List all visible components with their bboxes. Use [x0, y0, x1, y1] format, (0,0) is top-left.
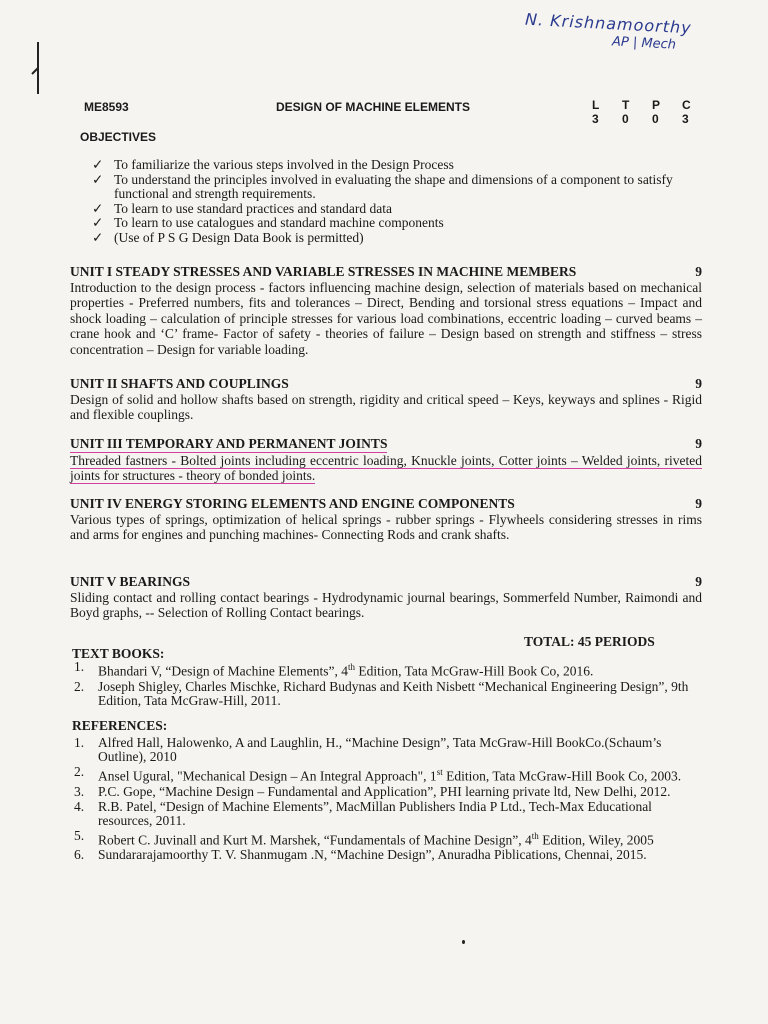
unit-hours: 9 — [695, 436, 702, 451]
ltpc-value: 0 — [622, 112, 629, 126]
textbook-item: 2. Joseph Shigley, Charles Mischke, Richard Budynas and Keith Nisbett “Mechanical Engineering Design”, 9th Edition, Tata McGraw-Hill, 2011. — [74, 678, 689, 708]
checkmark-icon: ✓ — [92, 171, 104, 187]
total-periods: TOTAL: 45 PERIODS — [524, 634, 655, 649]
unit-3 — [70, 436, 702, 484]
ltpc-value: 3 — [592, 112, 599, 126]
course-code: ME8593 — [84, 100, 129, 114]
ltpc-label: L — [592, 98, 600, 112]
unit-body: Threaded fastners - Bolted joints including eccentric loading, Knuckle joints, Cotter joints – Welded joints, riveted joints for structures - theory of bonded joints. — [70, 452, 702, 483]
ltpc-label: C — [682, 98, 691, 112]
objectives-heading: OBJECTIVES — [80, 130, 157, 144]
unit-hours: 9 — [695, 574, 702, 589]
textbook-item: 1. Bhandari V, “Design of Machine Elements”, 4th Edition, Tata McGraw-Hill Book Co, 2016. — [74, 659, 594, 679]
unit-body: Design of solid and hollow shafts based on strength, rigidity and critical speed – Keys, keyways and splines - Rigid and flexible couplings. — [70, 391, 702, 422]
objective-item: ✓ (Use of P S G Design Data Book is permitted) — [92, 229, 364, 245]
unit-4 — [70, 496, 702, 543]
ltpc-value: 3 — [682, 112, 689, 126]
unit-1 — [70, 264, 702, 357]
ltpc-table — [592, 98, 712, 126]
textbooks-list — [74, 660, 706, 709]
handwritten-name: N. Krishnamoorthy — [524, 9, 693, 38]
objectives-list — [92, 158, 712, 245]
unit-body: Introduction to the design process - factors influencing machine design, selection of materials based on mechanical properties - Preferred numbers, fits and tolerances – Direct, Bending and torsional stress equations – Impact and shock loading – calculation of principle stresses for various load combinations, eccentric loading – curved beams – crane hook and ‘C’ frame- Factor of safety - theories of failure – Design based on strength and stiffness – stress concentration – Design for variable loading. — [70, 279, 702, 357]
reference-item: 3. P.C. Gope, “Machine Design – Fundamental and Application”, PHI learning private ltd, New Delhi, 2012. — [74, 783, 671, 799]
ltpc-label: P — [652, 98, 661, 112]
reference-item: 5. Robert C. Juvinall and Kurt M. Marshek, “Fundamentals of Machine Design”, 4th Edition, Wiley, 2005 — [74, 827, 654, 847]
unit-title: UNIT I STEADY STRESSES AND VARIABLE STRESSES IN MACHINE MEMBERS — [70, 264, 577, 279]
unit-body: Various types of springs, optimization of helical springs - rubber springs - Flywheels considering stresses in rims and arms for engines and punching machines- Connecting Rods and crank shafts. — [70, 511, 702, 542]
ink-dot — [462, 940, 465, 944]
unit-body: Sliding contact and rolling contact bearings - Hydrodynamic journal bearings, Sommerfeld Number, Raimondi and Boyd graphs, -- Selection of Rolling Contact bearings. — [70, 589, 702, 620]
unit-title: UNIT III TEMPORARY AND PERMANENT JOINTS — [70, 436, 388, 451]
checkmark-icon: ✓ — [92, 215, 104, 230]
unit-hours: 9 — [695, 496, 702, 511]
objective-item: ✓ To familiarize the various steps involved in the Design Process — [92, 157, 454, 172]
unit-title: UNIT II SHAFTS AND COUPLINGS — [70, 376, 289, 391]
checkmark-icon: ✓ — [92, 157, 104, 172]
objective-item: ✓ To learn to use catalogues and standard machine components — [92, 215, 444, 230]
ltpc-label: T — [622, 98, 630, 112]
references-list — [74, 736, 706, 863]
unit-5 — [70, 574, 702, 621]
objective-item: ✓ To learn to use standard practices and standard data — [92, 200, 392, 216]
margin-bracket-icon — [28, 40, 44, 96]
unit-hours: 9 — [695, 376, 702, 391]
ltpc-value: 0 — [652, 112, 659, 126]
unit-title: UNIT IV ENERGY STORING ELEMENTS AND ENGINE COMPONENTS — [70, 496, 515, 511]
reference-item: 6. Sundararajamoorthy T. V. Shanmugam .N, “Machine Design”, Anuradha Piblications, Chennai, 2015. — [74, 847, 647, 862]
unit-title: UNIT V BEARINGS — [70, 574, 191, 589]
unit-hours: 9 — [695, 264, 702, 279]
checkmark-icon: ✓ — [92, 200, 104, 216]
textbooks-heading: TEXT BOOKS: — [72, 646, 165, 661]
references-heading: REFERENCES: — [72, 718, 168, 733]
reference-item: 2. Ansel Ugural, "Mechanical Design – An Integral Approach", 1st Edition, Tata McGraw-Hill Book Co, 2003. — [74, 764, 682, 784]
course-title: DESIGN OF MACHINE ELEMENTS — [276, 100, 471, 114]
handwritten-role: AP | Mech — [611, 34, 677, 53]
reference-item: 1. Alfred Hall, Halowenko, A and Laughlin, H., “Machine Design”, Tata McGraw-Hill BookCo.(Schaum’s Outline), 2010 — [74, 735, 662, 764]
unit-2 — [70, 376, 702, 423]
checkmark-icon: ✓ — [92, 229, 104, 245]
objective-item: ✓ To understand the principles involved in evaluating the shape and dimensions of a component to satisfy functional and strength requirements. — [92, 171, 673, 201]
reference-item: 4. R.B. Patel, “Design of Machine Elements”, MacMillan Publishers India P Ltd., Tech-Max Educational resources, 2011. — [74, 798, 652, 828]
